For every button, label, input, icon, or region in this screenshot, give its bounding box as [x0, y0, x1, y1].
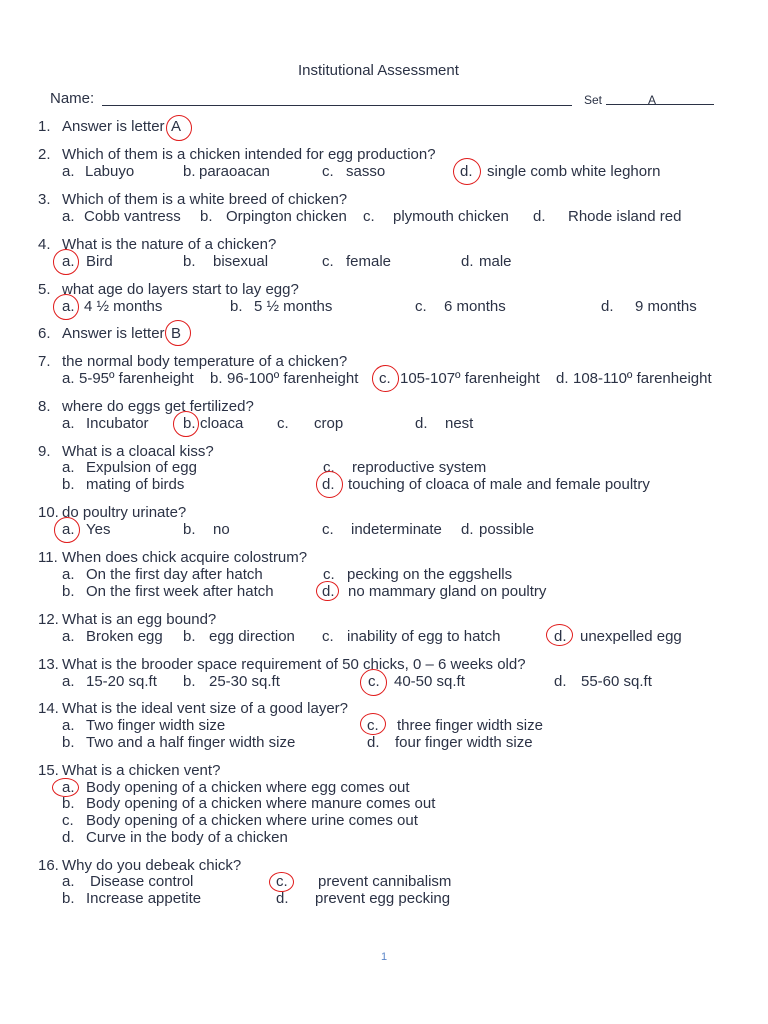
option-letter: c. [323, 566, 335, 583]
option-text: paraoacan [199, 163, 270, 180]
option-text: nest [445, 415, 474, 432]
option-letter: a. [62, 415, 75, 432]
option-text: 40-50 sq.ft [394, 673, 465, 690]
question-text: When does chick acquire colostrum? [62, 549, 308, 566]
option-letter: a. [62, 628, 75, 645]
option-letter: d. [367, 734, 380, 751]
option-text: unexpelled egg [580, 628, 682, 645]
question-text: what age do layers start to lay egg? [62, 281, 299, 298]
question-number: 14. [38, 700, 59, 717]
option-letter: d. [461, 521, 474, 538]
option-text: 4 ½ months [84, 298, 163, 315]
option-text: Body opening of a chicken where egg comes out [86, 779, 410, 796]
option-text: touching of cloaca of male and female poultry [348, 476, 650, 493]
option-letter: a. [62, 298, 75, 315]
option-text: Body opening of a chicken where manure comes out [86, 795, 436, 812]
option-letter: d. [533, 208, 546, 225]
question-text: What is the brooder space requirement of 50 chicks, 0 – 6 weeks old? [62, 656, 526, 673]
option-text: mating of birds [86, 476, 185, 493]
question-number: 5. [38, 281, 51, 298]
option-letter: b. [62, 476, 75, 493]
option-letter: a. [62, 208, 75, 225]
option-letter: b. [183, 521, 196, 538]
answer-circle [360, 669, 387, 696]
question-number: 4. [38, 236, 51, 253]
option-letter: a. [62, 673, 75, 690]
option-text: prevent egg pecking [315, 890, 451, 907]
option-letter: c. [322, 521, 334, 538]
option-letter: b. [183, 415, 196, 432]
option-letter: d. [322, 476, 335, 493]
option-text: Bird [86, 253, 113, 270]
question-text: Why do you debeak chick? [62, 857, 242, 874]
page-number: 1 [381, 951, 388, 963]
option-text: single comb white leghorn [487, 163, 661, 180]
option-letter: c. [62, 812, 74, 829]
option-letter: a. [62, 873, 75, 890]
option-letter: c. [323, 459, 335, 476]
question-text: where do eggs get fertilized? [62, 398, 254, 415]
option-text: possible [479, 521, 535, 538]
option-text: 5 ½ months [254, 298, 333, 315]
option-letter: d. [461, 253, 474, 270]
option-text: 108-110º farenheight [573, 370, 712, 387]
option-letter: c. [322, 163, 334, 180]
option-text: 105-107º farenheight [400, 370, 540, 387]
option-text: cloaca [200, 415, 244, 432]
option-text: pecking on the eggshells [347, 566, 513, 583]
option-text: plymouth chicken [393, 208, 509, 225]
option-letter: a. [62, 717, 75, 734]
option-letter: c. [379, 370, 391, 387]
answer-circle [360, 713, 386, 735]
option-text: inability of egg to hatch [347, 628, 501, 645]
question-number: 16. [38, 857, 59, 874]
option-letter: b. [183, 673, 196, 690]
question-text: the normal body temperature of a chicken? [62, 353, 348, 370]
option-letter: a. [62, 779, 75, 796]
answer-circle [269, 872, 294, 892]
question-number: 1. [38, 118, 51, 135]
option-text: 25-30 sq.ft [209, 673, 280, 690]
option-letter: b. [62, 890, 75, 907]
page-title: Institutional Assessment [298, 62, 459, 79]
option-text: Cobb vantress [84, 208, 181, 225]
answer-circle [453, 158, 481, 185]
question-number: 12. [38, 611, 59, 628]
option-text: On the first week after hatch [86, 583, 274, 600]
question-text: Answer is letter [62, 118, 165, 135]
option-letter: d. [554, 628, 567, 645]
option-text: 5-95º farenheight [79, 370, 194, 387]
set-label: Set [584, 93, 603, 107]
question-text: What is the nature of a chicken? [62, 236, 277, 253]
answer-circle [372, 365, 399, 392]
question-number: 8. [38, 398, 51, 415]
option-letter: d. [556, 370, 569, 387]
set-field-line[interactable] [606, 104, 714, 105]
option-text: four finger width size [395, 734, 533, 751]
answer-circle [53, 294, 79, 320]
option-letter: a. [62, 253, 75, 270]
option-text: On the first day after hatch [86, 566, 263, 583]
option-text: Increase appetite [86, 890, 202, 907]
option-text: sasso [346, 163, 386, 180]
option-text: 15-20 sq.ft [86, 673, 157, 690]
name-field-line[interactable] [102, 105, 572, 106]
answer-circle [546, 624, 573, 646]
option-text: no [213, 521, 230, 538]
option-letter: d. [601, 298, 614, 315]
option-letter: b. [183, 253, 196, 270]
option-text: 55-60 sq.ft [581, 673, 652, 690]
question-number: 15. [38, 762, 59, 779]
option-text: egg direction [209, 628, 295, 645]
question-number: 6. [38, 325, 51, 342]
option-letter: b. [62, 583, 75, 600]
option-text: 96-100º farenheight [227, 370, 359, 387]
option-text: indeterminate [351, 521, 442, 538]
question-number: 7. [38, 353, 51, 370]
option-text: Body opening of a chicken where urine comes out [86, 812, 418, 829]
option-letter: a. [62, 370, 75, 387]
option-text: Labuyo [85, 163, 135, 180]
option-letter: a. [62, 566, 75, 583]
option-text: Expulsion of egg [86, 459, 197, 476]
question-text: Answer is letter [62, 325, 165, 342]
question-text: What is the ideal vent size of a good layer? [62, 700, 348, 717]
option-letter: d. [415, 415, 428, 432]
question-text: do poultry urinate? [62, 504, 187, 521]
answer-circle [166, 115, 192, 141]
option-text: Broken egg [86, 628, 163, 645]
option-letter: b. [183, 163, 196, 180]
option-text: Orpington chicken [226, 208, 347, 225]
option-letter: a. [62, 459, 75, 476]
question-text: Which of them is a white breed of chicken? [62, 191, 348, 208]
option-text: Incubator [86, 415, 149, 432]
answer-circle [54, 517, 80, 543]
answer-circle [316, 471, 343, 498]
option-letter: d. [460, 163, 473, 180]
question-text: What is a chicken vent? [62, 762, 221, 779]
question-number: 3. [38, 191, 51, 208]
question-number: 13. [38, 656, 59, 673]
option-letter: c. [367, 717, 379, 734]
option-letter: c. [276, 873, 288, 890]
question-text: Which of them is a chicken intended for egg production? [62, 146, 436, 163]
answer-letter: B [171, 325, 182, 342]
option-letter: d. [554, 673, 567, 690]
answer-circle [165, 320, 191, 346]
option-letter: c. [363, 208, 375, 225]
option-text: prevent cannibalism [318, 873, 452, 890]
option-letter: d. [322, 583, 335, 600]
option-text: Two finger width size [86, 717, 226, 734]
option-text: no mammary gland on poultry [348, 583, 547, 600]
option-letter: d. [276, 890, 289, 907]
option-letter: c. [277, 415, 289, 432]
question-text: What is an egg bound? [62, 611, 217, 628]
option-text: three finger width size [397, 717, 543, 734]
question-number: 2. [38, 146, 51, 163]
option-letter: b. [210, 370, 223, 387]
question-number: 9. [38, 443, 51, 460]
question-number: 11. [38, 549, 58, 566]
option-letter: a. [62, 521, 75, 538]
option-text: reproductive system [352, 459, 487, 476]
answer-letter: A [171, 118, 182, 135]
option-letter: b. [62, 734, 75, 751]
option-letter: b. [183, 628, 196, 645]
option-letter: c. [322, 628, 334, 645]
option-text: bisexual [213, 253, 269, 270]
option-text: Disease control [90, 873, 194, 890]
question-text: What is a cloacal kiss? [62, 443, 214, 460]
option-text: female [346, 253, 392, 270]
option-text: Two and a half finger width size [86, 734, 296, 751]
option-letter: b. [62, 795, 75, 812]
set-value: A [648, 93, 657, 107]
option-letter: c. [368, 673, 380, 690]
option-text: male [479, 253, 512, 270]
option-letter: c. [322, 253, 334, 270]
question-number: 10. [38, 504, 59, 521]
option-text: 6 months [444, 298, 506, 315]
option-letter: c. [415, 298, 427, 315]
option-letter: a. [62, 163, 75, 180]
option-text: Curve in the body of a chicken [86, 829, 288, 846]
option-letter: b. [230, 298, 243, 315]
option-letter: d. [62, 829, 75, 846]
answer-circle [53, 249, 79, 275]
answer-circle [173, 411, 199, 437]
option-text: 9 months [635, 298, 697, 315]
name-label: Name: [50, 90, 95, 107]
option-text: Yes [86, 521, 111, 538]
option-letter: b. [200, 208, 213, 225]
option-text: crop [314, 415, 344, 432]
answer-circle [316, 581, 339, 601]
option-text: Rhode island red [568, 208, 682, 225]
